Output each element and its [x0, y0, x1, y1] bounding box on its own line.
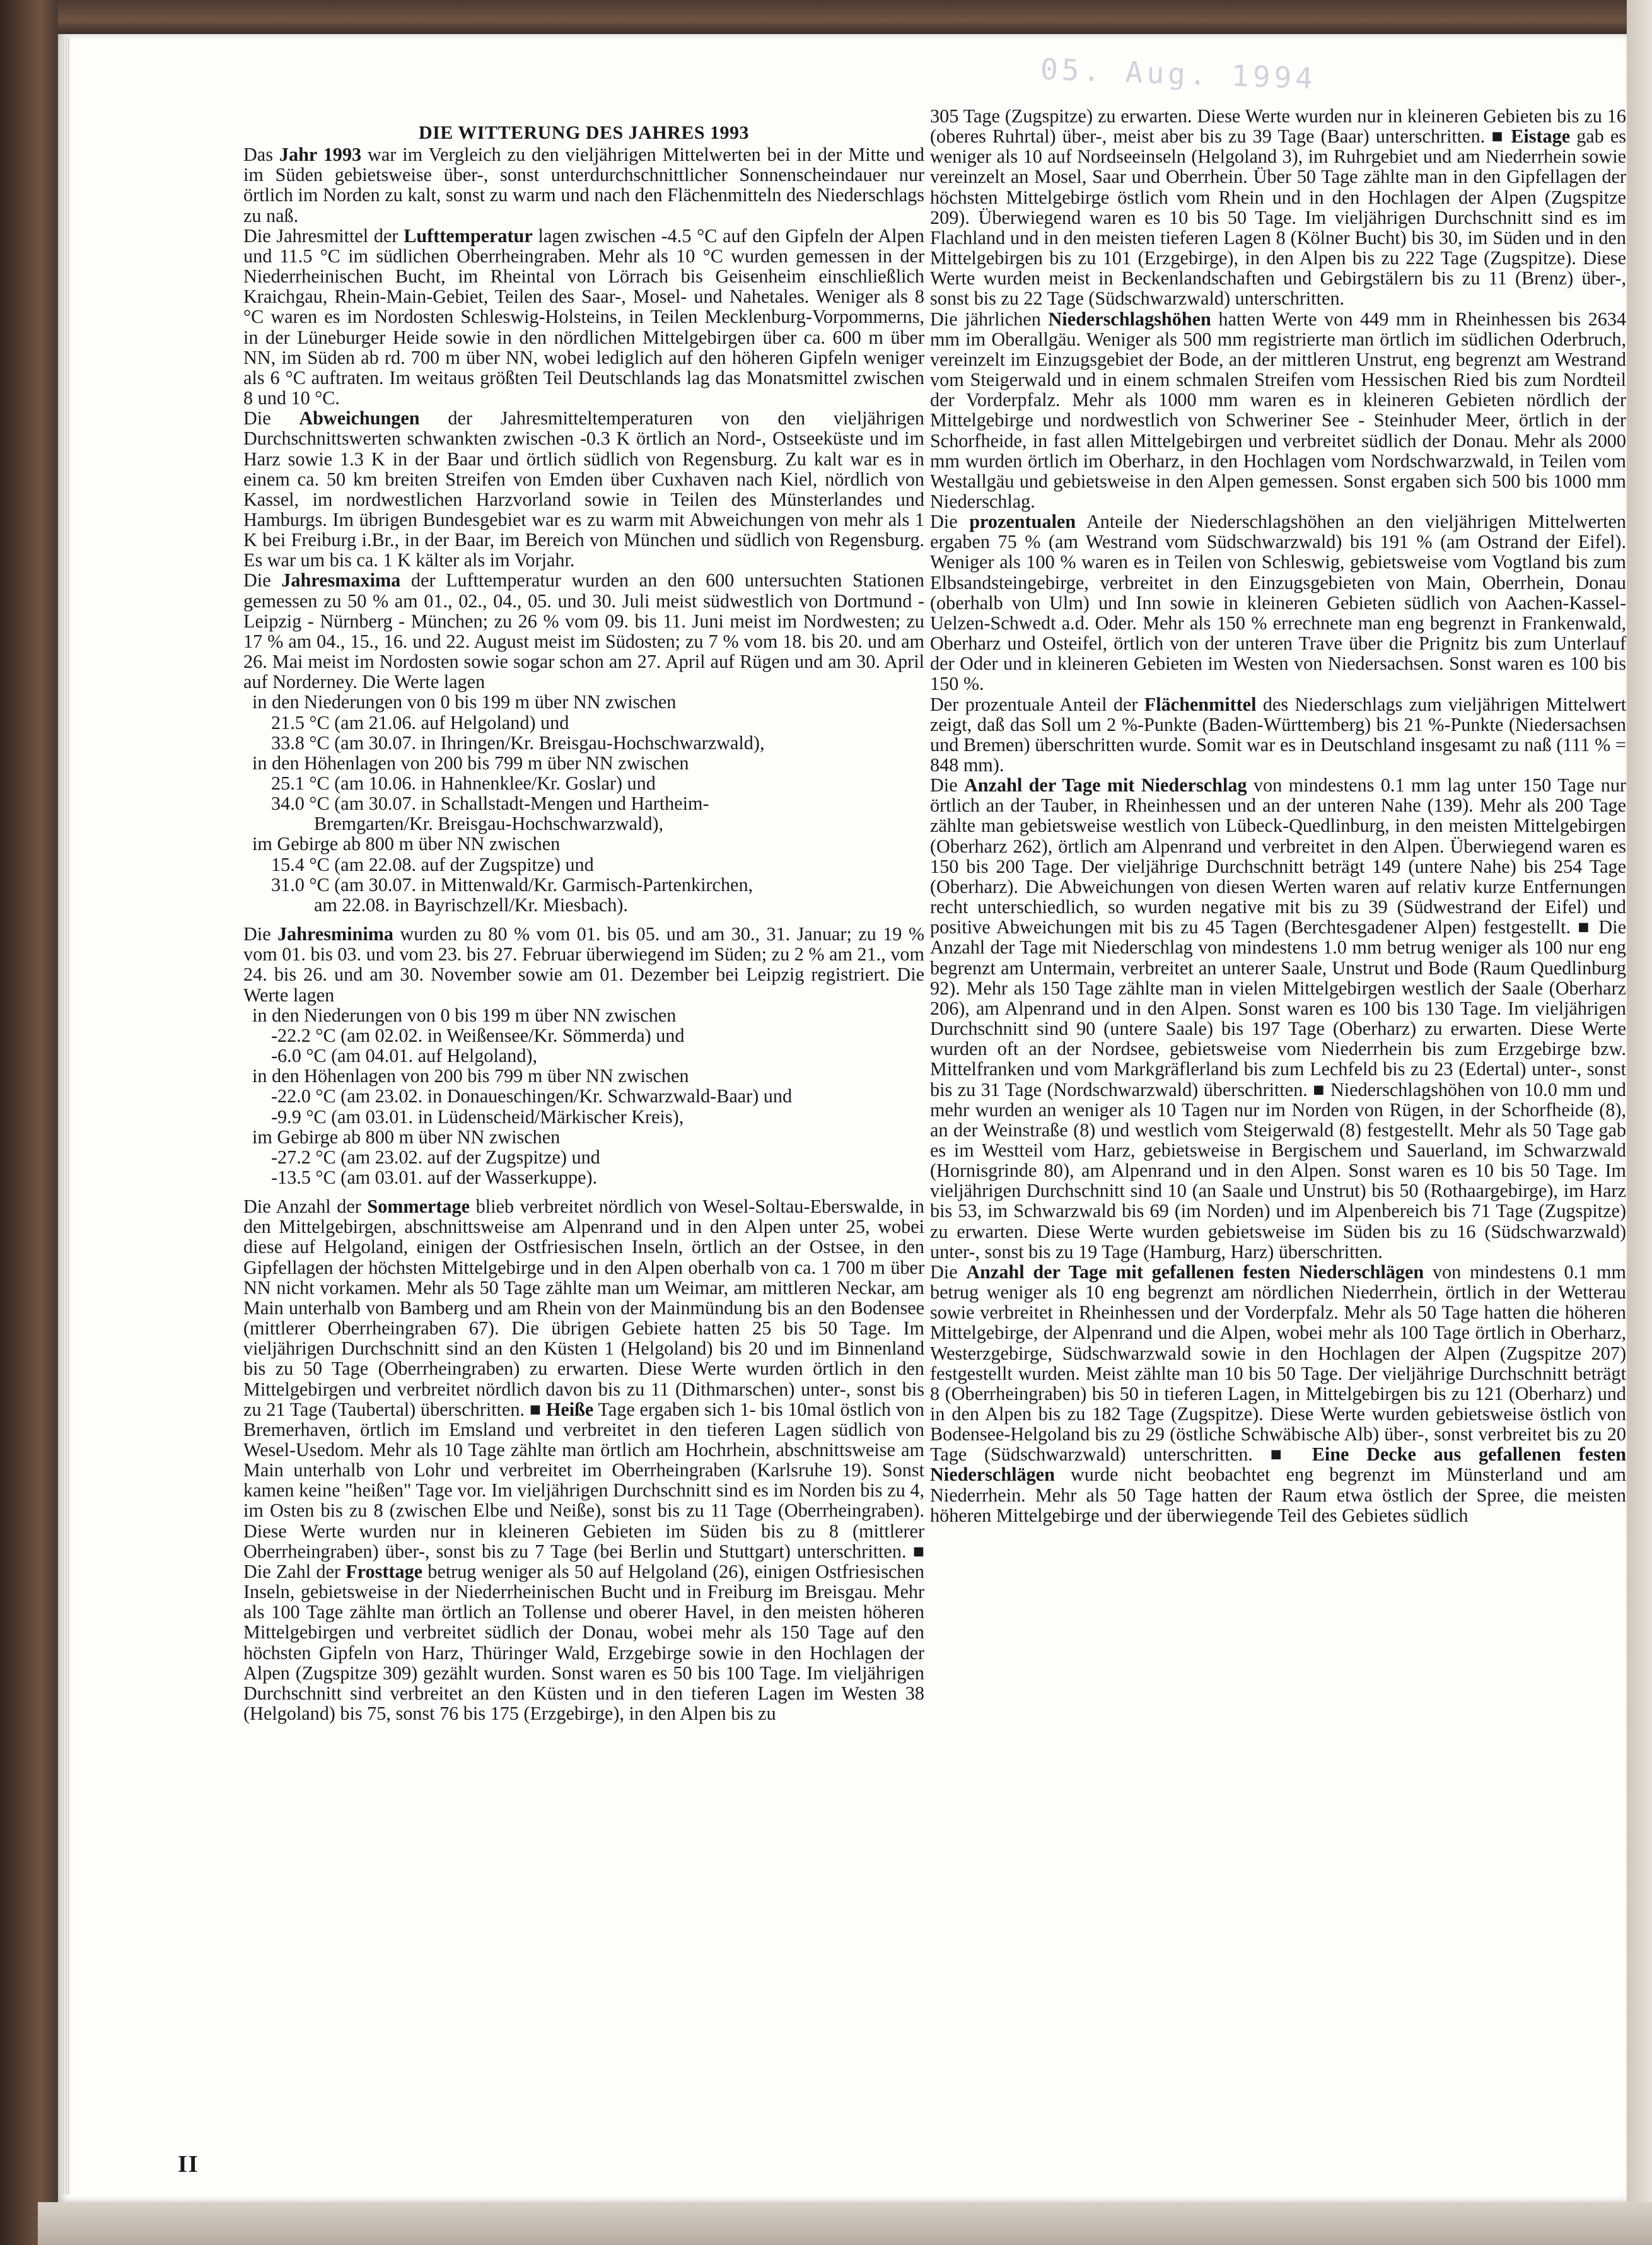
text-run: hatten Werte von 449 mm in Rheinhessen bis 2634 mm im Oberallgäu. Weniger als 500 mm registrierte man örtlich im südlichen Oderbruch, vereinzelt im Einzugsgebiet der Bode, an der mittleren Unstrut, eng begrenzt am Westrand vom Steigerwald und in einem schmalen Streifen vom Hessischen Ried bis zum Nordteil der Vorderpfalz. Mehr als 1000 mm waren es in kleineren Gebieten nördlich der Mittelgebirge und nordwestlich von Schweriner See - Steinhuder Meer, örtlich in der Schorfheide, in fast allen Mittelgebirgen und verbreitet südlich der Donau. Mehr als 2000 mm wurden örtlich im Oberharz, in den Hochlagen vom Nordschwarzwald, in Teilen vom Westallgäu und gebietsweise in den Alpen gemessen. Sonst ergaben sich 500 bis 1000 mm Niederschlag.: [930, 308, 1626, 512]
text-run: der Lufttemperatur wurden an den 600 untersuchten Stationen gemessen zu 50 % am 01., 02., 04., 05. und 30. Juli meist südwestlich von Dortmund - Leipzig - Nürnberg - München; zu 26 % vom 09. bis 11. Juni meist im Nordwesten; zu 17 % am 04., 15., 16. und 22. August meist im Südosten; zu 7 % vom 18. bis 20. und am 26. Mai meist im Nordosten sowie sogar schon am 27. April auf Rügen und am 30. April auf Norderney. Die Werte lagen: [243, 569, 924, 693]
list-line: 21.5 °C (am 21.06. auf Helgoland) und: [271, 711, 569, 733]
text-run: Die jährlichen: [930, 308, 1049, 330]
maxima-list: [243, 692, 924, 915]
text-run: Die: [243, 407, 300, 429]
keyword-sommertage: Sommertage: [367, 1196, 470, 1218]
text-run: von mindestens 0.1 mm betrug weniger als 10 eng begrenzt am nördlichen Niederrhein, örtlich in der Wetterau sowie verbreitet in Rheinhessen und der Vorderpfalz. Mehr als 50 Tage hatten die höheren Mittelgebirge, der Alpenrand und die Alpen, wobei mehr als 100 Tage örtlich in Oberharz, Westerzgebirge, Südschwarzwald sowie in den Hochlagen der Alpen (Zugspitze 207) festgestellt wurden. Meist zählte man 10 bis 50 Tage. Der vieljährige Durchschnitt beträgt 8 (Oberrheingraben) bis 50 in tieferen Lagen, in Mittelgebirgen bis zu 121 (Oberharz) und in den Alpen bis zu 182 Tage (Zugspitze). Diese Werte wurden gebietsweise östlich von Bodensee-Helgoland bis zu 29 (östliche Schwäbische Alb) über-, sonst verbreitet bis zu 20 Tage (Südschwarzwald) unterschritten. ■: [930, 1261, 1626, 1466]
text-run: Die: [930, 511, 970, 533]
list-line: 25.1 °C (am 10.06. in Hahnenklee/Kr. Goslar) und: [271, 773, 656, 794]
paragraph-tage-mit-niederschlag: [930, 775, 1626, 1262]
text-run: war im Vergleich zu den vieljährigen Mittelwerten bei in der Mitte und im Süden gebietsweise über-, sonst unterdurchschnittlicher Sonnenscheindauer nur örtlich im Norden zu kalt, sonst zu warm und nach den Flächenmitteln des Niederschlags zu naß.: [243, 144, 924, 226]
list-line: 33.8 °C (am 30.07. in Ihringen/Kr. Breisgau-Hochschwarzwald),: [271, 732, 765, 754]
list-line: 31.0 °C (am 30.07. in Mittenwald/Kr. Garmisch-Partenkirchen,: [271, 873, 753, 895]
text-run: von mindestens 0.1 mm lag unter 150 Tage nur örtlich an der Tauber, in Rheinhessen und an der unteren Nahe (139). Mehr als 200 Tage zählte man gebietsweise westlich von Lübeck-Quedlinburg, in den meisten Mittelgebirgen (Oberharz 262), örtlich am Alpenrand und verbreitet in den Alpen. Überwiegend waren es 150 bis 200 Tage. Der vieljährige Durchschnitt beträgt 149 (untere Nahe) bis 254 Tage (Oberharz). Die Abweichungen von diesen Werten waren auf relativ kurze Entfernungen recht unterschiedlich, so wurden negative mit bis zu 39 (Südwestrand der Eifel) und positive Abweichungen mit bis zu 45 Tagen (Berchtesgadener Alpen) festgestellt. ■ Die Anzahl der Tage mit Niederschlag von mindestens 1.0 mm betrug weniger als 100 nur eng begrenzt am Untermain, verbreitet an unterer Saale, Unstrut und Bode (Raum Quedlinburg 92). Mehr als 150 Tage zählte man in vielen Mittelgebirgen westlich der Saale (Oberharz 206), am Alpenrand und in den Alpen. Sonst waren es 100 bis 130 Tage. Im vieljährigen Durchschnitt sind 90 (untere Saale) bis 197 Tage (Oberharz) zu erwarten. Diese Werte wurden oft an der Nordsee, gebietsweise vom Niederrhein bis zum Erzgebirge bzw. Mittelfranken und vom Markgräflerland bis zum Lechfeld bis zu 23 (Edertal) unter-, sonst bis zu 31 Tage (Nordschwarzwald) überschritten. ■ Niederschlagshöhen von 10.0 mm und mehr wurden an weniger als 10 Tagen nur im Norden von Rügen, in der Schorfheide (8), an der Weinstraße (8) und westlich vom Steigerwald (8) festgestellt. Mehr als 50 Tage gab es im Westteil vom Harz, gebietsweise in Bergischem und Sauerland, im Schwarzwald (Hornisgrinde 80), am Alpenrand und in den Alpen. Sonst waren es 10 bis 50 Tage. Im vieljährigen Durchschnitt sind 10 (an Saale und Unstrut) bis 50 (Rothaargebirge), im Harz bis 53, im Schwarzwald bis 69 (im Norden) und im Alpenbereich bis 71 Tage (Zugspitze) zu erwarten. Diese Werte wurden gebietsweise im Süden bis zu 16 (Südschwarzwald) unter-, sonst bis zu 19 Tage (Hamburg, Harz) überschritten.: [930, 774, 1626, 1262]
list-line: im Gebirge ab 800 m über NN zwischen: [252, 1126, 561, 1148]
keyword-eistage: Eistage: [1511, 125, 1571, 148]
keyword-jahr: Jahr 1993: [279, 144, 362, 166]
right-column: [930, 106, 1626, 1525]
text-run: lagen zwischen -4.5 °C auf den Gipfeln der Alpen und 11.5 °C im südlichen Oberrheingraben. Mehr als 10 °C wurden gemessen in der Niederrheinischen Bucht, im Rheintal von Lörrach bis Geisenheim einschließlich Kraichgau, Rhein-Main-Gebiet, Teilen des Saar-, Mosel- und Nahetales. Weniger als 8 °C waren es im Nordosten Schleswig-Holsteins, in Teilen Mecklenburg-Vorpommerns, in der Lüneburger Heide sowie in den nördlichen Mittelgebirgen über ca. 600 m über NN, im Süden ab rd. 700 m über NN, wobei lediglich auf den höheren Gipfeln weniger als 6 °C auftraten. Im weitaus größten Teil Deutschlands lag das Monatsmittel zwischen 8 und 10 °C.: [243, 224, 925, 409]
text-run: 305 Tage (Zugspitze) zu erwarten. Diese Werte wurden nur in kleineren Gebieten bis zu 16 (oberes Ruhrtal) über-, meist aber bis zu 39 Tage (Baar) unterschritten. ■: [930, 105, 1626, 148]
text-run: wurden zu 80 % vom 01. bis 05. und am 30., 31. Januar; zu 19 % vom 01. bis 03. und vom 23. bis 27. Februar überwiegend im Süden; zu 2 % am 21., vom 24. bis 26. und am 30. November sowie am 01. Dezember bei Leipzig registriert. Die Werte lagen: [243, 923, 924, 1006]
text-run: Die: [243, 923, 278, 945]
paragraph-prozentualen: [930, 511, 1626, 694]
list-line: 34.0 °C (am 30.07. in Schallstadt-Mengen und Hartheim-: [271, 793, 709, 815]
keyword-frosttage: Frosttage: [346, 1560, 423, 1582]
text-run: Die: [930, 774, 964, 796]
list-line: 15.4 °C (am 22.08. auf der Zugspitze) und: [271, 853, 594, 875]
paragraph-intro: [243, 144, 924, 226]
list-line: -6.0 °C (am 04.01. auf Helgoland),: [271, 1045, 538, 1067]
paragraph-sommertage: [243, 1196, 924, 1723]
paragraph-eistage: [930, 106, 1626, 309]
keyword-tage-mit-niederschlag: Anzahl der Tage mit Niederschlag: [963, 774, 1247, 796]
list-line: -9.9 °C (am 03.01. in Lüdenscheid/Märkischer Kreis),: [271, 1105, 684, 1128]
paragraph-jahresmaxima: [243, 570, 924, 692]
document-title: DIE WITTERUNG DES JAHRES 1993: [418, 122, 750, 143]
spacer: [243, 1187, 924, 1196]
keyword-heisse: Heiße: [545, 1398, 594, 1420]
text-run: Die: [930, 1261, 967, 1283]
text-run: gab es weniger als 10 auf Nordseeinseln (Helgoland 3), im Ruhrgebiet und am Niederrhein sowie vereinzelt an Mosel, Saar und Oberrhein. Über 50 Tage zählte man in den Gipfellagen der höchsten Mittelgebirge östlich vom Rhein und in den Hochlagen der Alpen (Zugspitze 209). Überwiegend waren es 10 bis 50 Tage. Im vieljährigen Durchschnitt sind es im Flachland und in den meisten tieferen Lagen 8 (Kölner Bucht) bis 30, im Süden und in den Mittelgebirgen bis zu 101 (Erzgebirge), in den Alpen bis zu 222 Tage (Zugspitze). Diese Werte wurden meist in Beckenlandschaften und Gebirgstälern bis zu 11 (Brenz) über-, sonst bis zu 22 Tage (Südschwarzwald) unterschritten.: [930, 125, 1626, 310]
keyword-abweichungen: Abweichungen: [299, 407, 420, 429]
page-stack-edge: [63, 38, 69, 2195]
list-line: im Gebirge ab 800 m über NN zwischen: [252, 833, 561, 855]
minima-list: [243, 1005, 924, 1187]
page-number: II: [178, 2151, 199, 2178]
date-stamp: 05. Aug. 1994: [1040, 52, 1317, 96]
text-run: Die Anzahl der: [243, 1196, 368, 1218]
text-run: der Jahresmitteltemperaturen von den vieljährigen Durchschnittswerten schwankten zwischen -0.3 K örtlich an Nord-, Ostseeküste und im Harz sowie 1.3 K in der Baar und örtlich südlich von Regensburg. Zu kalt war es in einem ca. 50 km breiten Streifen von Emden über Cuxhaven nach Kiel, nördlich von Kassel, im nordwestlichen Harzvorland sowie in Teilen des Münsterlandes und Hamburgs. Im übrigen Bundesgebiet war es zu warm mit Abweichungen von mehr als 1 K bei Freiburg i.Br., in der Baar, im Bereich von München und südlich von Regensburg. Es war um bis ca. 1 K kälter als im Vorjahr.: [243, 407, 925, 571]
text-run: des Niederschlags zum vieljährigen Mittelwert zeigt, daß das Soll um 2 %-Punkte (Baden-Württemberg) bis 21 %-Punkte (Niedersachsen und Bremen) überschritten wurde. Somit war es in Deutschland insgesamt zu naß (111 % = 848 mm).: [930, 693, 1626, 776]
binder-right-edge: [1627, 0, 1652, 2245]
text-run: Die: [243, 569, 282, 592]
list-line: in den Niederungen von 0 bis 199 m über NN zwischen: [252, 691, 677, 713]
keyword-flaechenmittel: Flächenmittel: [1144, 693, 1257, 715]
text-run: Die Jahresmittel der: [243, 224, 404, 247]
left-column: [243, 123, 924, 1723]
paragraph-lufttemperatur: [243, 226, 924, 408]
list-line: -22.0 °C (am 23.02. in Donaueschingen/Kr. Schwarzwald-Baar) und: [271, 1085, 793, 1107]
paragraph-niederschlagshoehen: [930, 309, 1626, 512]
binder-spine: [0, 0, 58, 2245]
text-run: Das: [243, 144, 279, 166]
text-run: Der prozentuale Anteil der: [930, 693, 1144, 715]
binder-top-edge: [38, 0, 1652, 34]
list-line: -13.5 °C (am 03.01. auf der Wasserkuppe).: [271, 1166, 598, 1188]
keyword-niederschlagshoehen: Niederschlagshöhen: [1048, 308, 1211, 330]
list-line: -22.2 °C (am 02.02. in Weißensee/Kr. Sömmerda) und: [271, 1024, 685, 1046]
text-run: blieb verbreitet nördlich von Wesel-Soltau-Eberswalde, in den Mittelgebirgen, abschnittsweise am Alpenrand und in den Alpen unter 25, wobei diese auf Helgoland, einigen der Ostfriesischen Inseln, örtlich an der Ostsee, in den Gipfellagen der höchsten Mittelgebirge und in den Alpen oberhalb von ca. 1 700 m über NN nicht vorkamen. Mehr als 50 Tage zählte man um Weimar, am mittleren Neckar, am Main unterhalb von Bamberg und am Rhein von der Mainmündung bis an den Bodensee (mittlerer Oberrheingraben 67). Die übrigen Gebiete hatten 25 bis 50 Tage. Im vieljährigen Durchschnitt sind an den Küsten 1 (Helgoland) bis 20 und im Binnenland bis zu 50 Tage (Oberrheingraben) zu erwarten. Diese Werte wurden örtlich in den Mittelgebirgen und verbreitet nördlich davon bis zu 11 (Dithmarschen) unter-, sonst bis zu 21 Tage (Taubertal) überschritten. ■: [243, 1196, 924, 1420]
keyword-schneedecke: Eine Decke aus gefallenen festen Niederschlägen: [930, 1443, 1626, 1486]
paragraph-feste-niederschlaege: [930, 1262, 1626, 1525]
list-line: Bremgarten/Kr. Breisgau-Hochschwarzwald),: [314, 813, 664, 835]
keyword-lufttemperatur: Lufttemperatur: [404, 224, 533, 247]
list-line: in den Niederungen von 0 bis 199 m über NN zwischen: [252, 1004, 677, 1026]
text-run: Tage ergaben sich 1- bis 10mal östlich von Bremerhaven, örtlich im Emsland und verbreitet in den tieferen Lagen südlich von Wesel-Usedom. Mehr als 10 Tage zählte man örtlich am Hochrhein, abschnittsweise am Main unterhalb von Lohr und verbreitet im Oberrheingraben (Karlsruhe 19). Sonst kamen keine "heißen" Tage vor. Im vieljährigen Durchschnitt sind es im Norden bis zu 4, im Osten bis zu 8 (zwischen Elbe und Neiße), sonst bis zu 11 Tage (Oberrheingraben). Diese Werte wurden nur in kleineren Gebieten im Süden bis zu 8 (mittlerer Oberrheingraben) über-, sonst bis zu 7 Tage (bei Berlin und Stuttgart) unterschritten. ■ Die Zahl der: [243, 1398, 924, 1582]
paragraph-abweichungen: [243, 408, 924, 570]
spacer: [243, 915, 924, 924]
keyword-prozentualen: prozentualen: [969, 511, 1076, 533]
paragraph-jahresminima: [243, 924, 924, 1005]
list-line: -27.2 °C (am 23.02. auf der Zugspitze) und: [271, 1146, 600, 1168]
keyword-feste-niederschlaege: Anzahl der Tage mit gefallenen festen Niederschlägen: [966, 1261, 1424, 1283]
text-run: betrug weniger als 50 auf Helgoland (26), einigen Ostfriesischen Inseln, gebietsweise in der Niederrheinischen Bucht und in Freiburg im Breisgau. Mehr als 100 Tage zählte man örtlich an Tollense und oberer Havel, in den meisten höheren Mittelgebirgen und verbreitet südlich der Donau, wobei mehr als 150 Tage auf den höchsten Gipfeln von Harz, Thüringer Wald, Erzgebirge sowie in den Hochlagen der Alpen (Zugspitze 309) gezählt wurden. Sonst waren es 50 bis 100 Tage. Im vieljährigen Durchschnitt sind verbreitet an den Küsten und in den tieferen Lagen im Westen 38 (Helgoland) bis 75, sonst 76 bis 175 (Erzgebirge), in den Alpen bis zu: [243, 1560, 925, 1725]
text-run: wurde nicht beobachtet eng begrenzt im Münsterland und am Niederrhein. Mehr als 50 Tage hatten der Raum etwa östlich der Spree, die meisten höheren Mittelgebirge und der überwiegende Teil des Gebietes südlich: [930, 1464, 1626, 1526]
binder-bottom-edge: [38, 2202, 1652, 2245]
text-run: Anteile der Niederschlagshöhen an den vieljährigen Mittelwerten ergaben 75 % (am Westrand vom Südschwarzwald) bis 191 % (am Ostrand der Eifel). Weniger als 100 % waren es in Teilen von Schleswig, gebietsweise vom Vogtland bis zum Elbsandsteingebirge, verbreitet in den Einzugsgebieten von Main, Oberrhein, Donau (oberhalb von Ulm) und Inn sowie in kleineren Gebieten südlich von Aachen-Kassel-Uelzen-Schwedt a.d. Oder. Mehr als 150 % errechnete man eng begrenzt in Frankenwald, Oberharz und Osteifel, örtlich von der unteren Trave über die Prignitz bis zum Unterlauf der Oder und in kleineren Gebieten im Westen von Niedersachsen. Sonst waren es 100 bis 150 %.: [930, 511, 1626, 695]
keyword-jahresmaxima: Jahresmaxima: [281, 569, 401, 592]
list-line: in den Höhenlagen von 200 bis 799 m über NN zwischen: [252, 1065, 689, 1087]
list-line: am 22.08. in Bayrischzell/Kr. Miesbach).: [314, 894, 628, 916]
paragraph-flaechenmittel: [930, 694, 1626, 776]
list-line: in den Höhenlagen von 200 bis 799 m über NN zwischen: [252, 752, 689, 774]
keyword-jahresminima: Jahresminima: [277, 923, 393, 945]
